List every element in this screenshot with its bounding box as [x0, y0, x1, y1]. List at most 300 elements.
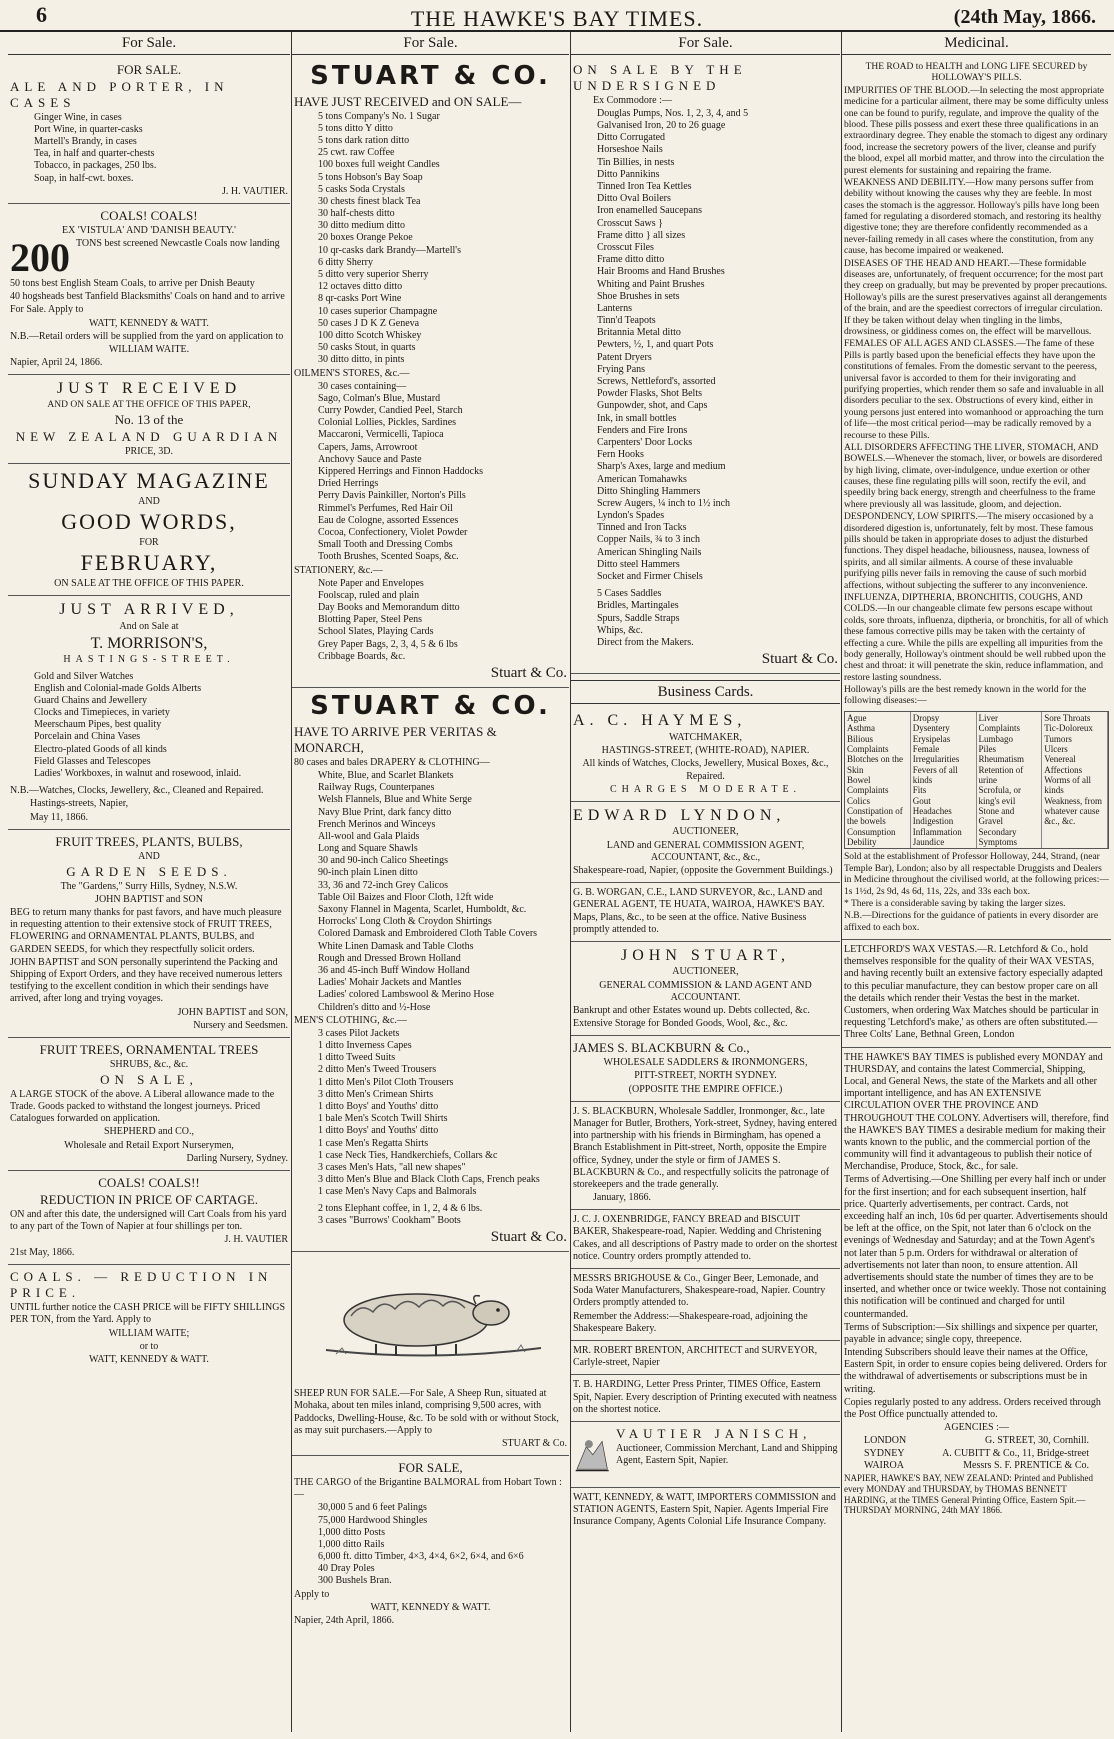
disease-name: Constipation of the bowels — [847, 805, 903, 827]
list-item: Ink, in small bottles — [597, 412, 677, 424]
ad-balmoral — [292, 1456, 569, 1632]
list-item: Lyndon's Spades — [597, 510, 665, 522]
ad-body: Terms of Subscription:—Six shillings and sixpence per quarter, payable in advance; single copy, threepence. — [844, 1321, 1098, 1345]
list-item: Day Books and Memorandum ditto — [318, 602, 460, 614]
ad-body: FEMALES OF ALL AGES AND CLASSES.—The fame of these Pills is partly based upon the beneficial effects they have upon the constitutions of females. From the domestic servant to the peeress, universal favor is accorded to them for their invigorating and purifying properties, which render them so safe and invaluable in all disorders peculiar to the sex. Obstructions of every kind, either in young persons just entered into womanhood or approaching the turn of life—the most critical period—may be radically removed by a recourse to these Pills. — [844, 339, 1104, 441]
list-item: Ditto Pannikins — [597, 168, 660, 180]
list-item: Ditto Shingling Hammers — [597, 485, 701, 497]
list-item: Bridles, Martingales — [597, 600, 679, 612]
list-item: 5 tons dark ration ditto — [318, 134, 410, 146]
list-item: 1 case Neck Ties, Handkerchiefs, Collars &c — [318, 1149, 498, 1161]
ad-body: MESSRS BRIGHOUSE & Co., Ginger Beer, Lemonade, and Soda Water Manufacturers, Shakespeare-road, Napier. Country Orders promptly attended to. — [573, 1273, 826, 1309]
list-item: Carpenters' Door Locks — [597, 436, 693, 448]
list-item: 6 ditty Sherry — [318, 256, 373, 268]
list-item: Curry Powder, Candied Peel, Starch — [318, 405, 463, 417]
ad-heading: JOHN STUART, — [621, 946, 790, 964]
ad-heading: JUST ARRIVED, — [59, 601, 239, 619]
card-worgan — [571, 883, 840, 942]
ad-line: AND — [138, 850, 160, 862]
ad-body: DISEASES OF THE HEAD AND HEART.—These formidable diseases are, unfortunately, of frequent occurrence; for the most part they creep on gradually, but may be prevented by proper precautions. Holloway's pills are the surest preservatives against all derangements of the brain, and are the speediest correctors of irregular circulation. If they be taken without delay when tingling in the limbs, drowsiness, or giddiness comes on, the effect will be marvellous. — [844, 258, 1108, 337]
ad-body: LETCHFORD'S WAX VESTAS.—R. Letchford & Co., hold themselves responsible for the quality of their WAX VESTAS, and having recently built an extensive factory especially adapted to this peculiar manufacture, they can bestow proper care on all the details which render their Vestas the best in the market. Customers, when ordering Wax Matches should be particular in requesting 'Letchford's make,' as others are often substituted.—Three Colts' Lane, Bethnal Green, London — [844, 944, 1103, 1041]
ad-heading: FOR SALE. — [116, 62, 182, 77]
list-item: Crosscut Files — [597, 241, 654, 253]
list-item: 3 ditto Men's Crimean Shirts — [318, 1088, 434, 1100]
ad-line: Extensive Storage for Bonded Goods, Wool, &c., &c. — [573, 1018, 788, 1030]
list-item: Grey Paper Bags, 2, 3, 4, 5 & 6 lbs — [318, 638, 458, 650]
disease-table — [844, 711, 1109, 849]
list-item: 1 ditto Tweed Suits — [318, 1052, 396, 1064]
disease-name: Liver Complaints — [978, 712, 1021, 734]
list-item: 30 ditto ditto, in pints — [318, 354, 405, 366]
list-item: Welsh Flannels, Blue and White Serge — [318, 794, 472, 806]
ad-holloway-pills — [842, 58, 1111, 940]
list-item: Colored Damask and Embroidered Cloth Table Covers — [318, 928, 538, 940]
section-heading: For Sale. — [571, 32, 840, 55]
list-item: Blotting Paper, Steel Pens — [318, 614, 423, 626]
agency-cell: G. STREET, 30, Cornhill. — [985, 1435, 1089, 1447]
list-item: 1,000 ditto Rails — [318, 1538, 385, 1550]
ad-note: N.B.—Directions for the guidance of patients in every disorder are affixed to each box. — [844, 911, 1099, 933]
ad-lead: ALE AND PORTER, IN CASES — [10, 78, 229, 110]
agency-cell: WAIROA — [864, 1459, 904, 1471]
list-item: Patent Dryers — [597, 351, 652, 363]
list-item: Rimmel's Perfumes, Red Hair Oil — [318, 502, 453, 514]
list-item: Cocoa, Confectionery, Violet Powder — [318, 526, 468, 538]
ad-body: J. C. J. OXENBRIDGE, FANCY BREAD and BISCUIT BAKER, Shakespeare-road, Napier. Wedding and Christening Cakes, and all descriptions of Pastry made to order on the shortest notice. Country orders promptly attended to. — [573, 1214, 838, 1262]
ad-body: ON and after this date, the undersigned will Cart Coals from his yard to any part of the Town of Napier at four shillings per ton. — [10, 1208, 287, 1232]
list-item: 3 ditto Men's Blue and Black Cloth Caps, French peaks — [318, 1174, 540, 1186]
list-item: 1 ditto Men's Pilot Cloth Trousers — [318, 1076, 454, 1088]
ad-line: JOHN BAPTIST and SON — [95, 893, 203, 905]
disease-name: Tumors — [1044, 733, 1072, 744]
ad-signature: Stuart & Co. — [490, 1228, 567, 1245]
list-item: Ginger Wine, in cases — [34, 111, 122, 123]
list-item: American Tomahawks — [597, 473, 687, 485]
list-item: Tooth Brushes, Scented Soaps, &c. — [318, 551, 459, 563]
list-item: American Shingling Nails — [597, 546, 702, 558]
list-item: Horrocks' Long Cloth & Croydon Shirtings — [318, 916, 492, 928]
list-item: Sago, Colman's Blue, Mustard — [318, 392, 441, 404]
ad-body: Terms of Advertising.—One Shilling per every half inch or under for the first insertion; and for each subsequent insertion, half price. Quarterly advertisements, per contract. Cards, not exceeding half an inch, 10s 6d per quarter. Advertisements should be left at the office, on the Spit, not later than 6 o'clock on the evenings of Wednesday and Saturday; and at the Town Agent's not later than 5 p.m. Orders for withdrawal or alteration of advertisements not later than noon, to ensure attention. All advertisements should state the number of times they are to be inserted, and whether once or twice weekly. Those not containing this notification will be continued and charged for until countermanded. — [844, 1174, 1108, 1320]
ad-body: WEAKNESS AND DEBILITY.—How many persons suffer from debility without knowing the causes why they are feeble. In most cases the stomach is the aggressor. Holloway's pills have long been famed for regulating a disordered stomach, and restoring its healthy digestive tone; they are therefore confidently recommended as a never-failing remedy in all cases where the constitution, from any cause, has become impaired or weakened. — [844, 177, 1102, 257]
ad-coals — [8, 204, 290, 375]
ad-subheading: OILMEN'S STORES, &c.— — [294, 367, 410, 379]
ad-heading: COALS! COALS! — [100, 207, 198, 223]
ad-line: CHARGES MODERATE. — [609, 783, 802, 795]
stuart-logo: STUART & CO. — [310, 61, 551, 91]
ad-line: ON SALE AT THE OFFICE OF THIS PAPER. — [54, 577, 244, 589]
ad-line: For Sale. Apply to — [10, 304, 84, 316]
disease-name: Scrofula, or king's evil — [978, 785, 1021, 806]
ad-line: 40 hogsheads best Tanfield Blacksmiths' Coals on hand and to arrive — [10, 291, 285, 303]
list-item: 3 cases Men's Hats, "all new shapes" — [318, 1161, 466, 1173]
disease-name: Lumbago — [978, 733, 1013, 744]
disease-column — [977, 712, 1043, 848]
list-item: 300 Bushels Bran. — [318, 1575, 392, 1587]
card-blackburn-firm — [571, 1036, 840, 1101]
ad-body: Auctioneer, Commission Merchant, Land and Shipping Agent, Eastern Spit, Napier. — [616, 1442, 838, 1466]
ad-times-notice — [842, 1048, 1111, 1522]
ad-subheading: Ex Commodore :— — [593, 94, 672, 106]
ad-subheading: 80 cases and bales DRAPERY & CLOTHING— — [294, 756, 490, 768]
list-item: 5 tons Hobson's Bay Soap — [318, 171, 423, 183]
disease-name: Jaundice — [912, 837, 945, 847]
list-item: Fenders and Fire Irons — [597, 424, 688, 436]
list-item: Tobacco, in packages, 250 lbs. — [34, 160, 157, 172]
list-item: 50 casks Stout, in quarts — [318, 342, 416, 354]
list-item: Field Glasses and Telescopes — [34, 755, 151, 767]
ad-ale-porter — [8, 58, 290, 204]
ad-body: JOHN BAPTIST and SON personally superintend the Packing and Shipping of Export Orders, and they have received numerous letters testifying to the excellent condition in which their sendings have arrived, after long and trying voyages. — [10, 956, 283, 1005]
ad-fruit-trees-shepherd — [8, 1038, 290, 1171]
page-number: 6 — [36, 2, 47, 27]
card-haymes — [571, 707, 840, 801]
ad-heading: SUNDAY MAGAZINE — [28, 468, 270, 494]
agency-list — [844, 1435, 1109, 1472]
ad-body: G. B. WORGAN, C.E., LAND SURVEYOR, &c., LAND and GENERAL AGENT, TE HUATA, WAIROA, HAWKE'S BAY. Maps, Plans, &c., to be seen at the office. Native Business promptly attended to. — [573, 887, 825, 935]
card-stuart — [571, 942, 840, 1036]
disease-name: Indigestion — [912, 816, 954, 827]
ad-heading: GOOD WORDS, — [61, 509, 237, 535]
ad-body: IMPURITIES OF THE BLOOD.—In selecting the most appropriate medicine for a particular ailment, there may be some difficulty unless one can be found to purify, regulate, and improve the quality of the blood. These pills possess and exert these three qualifications in an extraordinary degree. They enable the stomach to digest any ordinary food, increase the secretory powers of the liver, cleanse and purify the blood, expel all morbid matter, and throw into the circulation the purest elements for sustaining and repairing the frame. — [844, 85, 1109, 176]
list-item: 3 cases "Burrows' Cookham" Boots — [318, 1214, 461, 1226]
ad-line: AUCTIONEER, — [672, 966, 739, 978]
ad-line: And on Sale at — [119, 620, 179, 632]
ad-body: INFLUENZA, DIPTHERIA, BRONCHITIS, COUGHS, AND COLDS.—In our changeable climate few persons escape without colds, sore throats, influenza, diptheria, or bronchitis, for all of which these famous corrective pills may be taken with the certainty of effecting a cure. While the pills are expelling all impurities from the body generally, Holloway's ointment should be well rubbed upon the chest and throat: it will penetrate the skin, reduce inflammation, and restore lasting soundness. — [844, 592, 1109, 683]
list-item: Ditto Corrugated — [597, 132, 666, 144]
ad-note: N.B.—Retail orders will be supplied from the yard on application to — [10, 330, 284, 342]
card-vautier-janisch — [571, 1422, 840, 1488]
list-item: Navy Blue Print, dark fancy ditto — [318, 806, 452, 818]
disease-name: Retention of urine — [978, 764, 1024, 785]
ad-line: PITT-STREET, NORTH SYDNEY. — [634, 1070, 777, 1082]
ad-line: Bankrupt and other Estates wound up. Debts collected, &c. — [573, 1005, 810, 1016]
list-item: 5 casks Soda Crystals — [318, 183, 405, 195]
item-list — [294, 770, 567, 1014]
ad-body: THE HAWKE'S BAY TIMES is published every MONDAY and THURSDAY, and contains the latest Commercial, Shipping, Local, and General News, the state of the Markets and all other important intelligence, and has AN EXTENSIVE CIRCULATION OVER THE PROVINCE AND THROUGHOUT THE COLONY. Advertisers will, therefore, find the HAWKE'S BAY TIMES a desirable medium for making their wants known to the public, and the commercial portion of the community will find it advantageous to publish their notice of Merchandise, Produce, Stock, &c., for sale. — [844, 1051, 1109, 1173]
ad-body: MR. ROBERT BRENTON, ARCHITECT and SURVEYOR, Carlyle-street, Napier — [573, 1344, 818, 1369]
list-item: Shoe Brushes in sets — [597, 290, 680, 302]
issue-date: (24th May, 1866. — [953, 6, 1096, 28]
disease-column — [911, 712, 977, 848]
list-item: 12 octaves ditto ditto — [318, 281, 403, 293]
list-item: Screws, Nettleford's, assorted — [597, 376, 716, 388]
ad-subheading: AGENCIES :— — [944, 1422, 1009, 1434]
ad-coals-reduction — [8, 1265, 290, 1371]
price: PRICE, 3D. — [124, 445, 174, 457]
ad-signature: Stuart & Co. — [761, 651, 838, 668]
ad-line: AND ON SALE AT THE OFFICE OF THIS PAPER, — [47, 399, 251, 410]
disease-name: Erysipelas — [912, 733, 951, 744]
ad-lead: ON SALE BY THE UNDERSIGNED — [573, 62, 747, 93]
ad-body: Copies regularly posted to any address. Orders received through the Post Office punctually attended to. — [844, 1396, 1101, 1421]
ad-line: WATCHMAKER, — [668, 731, 743, 743]
disease-name: Secondary Symptoms — [978, 826, 1018, 847]
list-item: 5 tons ditto Y ditto — [318, 122, 393, 134]
disease-name: Stone and Gravel — [978, 805, 1015, 827]
ad-heading: COALS! COALS!! — [98, 1174, 200, 1190]
ad-line: HASTINGS-STREET. — [63, 654, 235, 666]
card-harding — [571, 1375, 840, 1422]
section-heading: Medicinal. — [842, 32, 1111, 55]
list-item: Tinn'd Teapots — [597, 315, 656, 327]
list-item: Porcelain and China Vases — [34, 731, 141, 743]
list-item: Capers, Jams, Arrowroot — [318, 441, 418, 453]
list-item: Copper Nails, ¾ to 3 inch — [597, 534, 701, 546]
list-item: 1 case Men's Navy Caps and Balmorals — [318, 1186, 477, 1198]
list-item: Railway Rugs, Counterpanes — [318, 782, 435, 794]
ad-date: May 11, 1866. — [30, 811, 88, 823]
list-item: 100 boxes full weight Candles — [318, 159, 440, 171]
disease-name: Piles — [978, 743, 997, 754]
ad-heading: THE ROAD to HEALTH and LONG LIFE SECURED by HOLLOWAY'S PILLS. — [865, 62, 1088, 84]
list-item: Martell's Brandy, in cases — [34, 135, 137, 147]
list-item: 5 tons Company's No. 1 Sugar — [318, 110, 440, 122]
item-list — [294, 1502, 567, 1587]
list-item: Ditto Oval Boilers — [597, 193, 671, 205]
list-item: Tin Billies, in nests — [597, 156, 675, 168]
card-oxenbridge — [571, 1210, 840, 1269]
ad-signature: JOHN BAPTIST and SON, — [177, 1006, 288, 1018]
list-item: Crosscut Saws } — [597, 217, 663, 229]
list-item: 5 ditto very superior Sherry — [318, 269, 429, 281]
item-list — [294, 1203, 567, 1227]
ad-signature: Darling Nursery, Sydney. — [186, 1152, 288, 1164]
list-item: Horseshoe Nails — [597, 144, 663, 156]
ad-body: Holloway's pills are the best remedy known in the world for the following diseases:— — [844, 685, 1087, 707]
ad-lead: THE CARGO of the Brigantine BALMORAL from Hobart Town :— — [294, 1476, 562, 1501]
ad-signature: J. H. VAUTIER — [224, 1234, 288, 1246]
ad-heading: COALS. — REDUCTION IN PRICE. — [10, 1269, 273, 1301]
ad-signature: Stuart & Co. — [490, 665, 567, 682]
agency-row — [844, 1448, 1109, 1460]
list-item: Iron enamelled Saucepans — [597, 205, 702, 217]
ad-heading: FRUIT TREES, ORNAMENTAL TREES — [39, 1041, 259, 1057]
disease-column — [1042, 712, 1108, 848]
section-heading: For Sale. — [292, 32, 569, 55]
ad-signature: WILLIAM WAITE. — [108, 343, 190, 355]
list-item: Rough and Dressed Brown Holland — [318, 952, 461, 964]
list-item: Soap, in half-cwt. boxes. — [34, 172, 134, 184]
column-2 — [291, 32, 569, 1732]
ad-date: Napier, 24th April, 1866. — [294, 1615, 395, 1627]
ad-signature: J. H. VAUTIER. — [221, 185, 288, 197]
ad-sheep-run — [292, 1384, 569, 1456]
list-item: 1 bale Men's Scotch Twill Shirts — [318, 1113, 448, 1125]
list-item: Long and Square Shawls — [318, 843, 418, 855]
ad-line: HASTINGS-STREET, (WHITE-ROAD), NAPIER. — [601, 745, 810, 757]
item-list — [573, 108, 838, 583]
ad-note: * There is a considerable saving by taking the larger sizes. — [844, 898, 1066, 909]
item-list — [294, 578, 567, 663]
ad-sunday-magazine — [8, 464, 290, 596]
list-item: 20 boxes Orange Pekoe — [318, 232, 413, 244]
disease-name: Tic-Doloreux — [1044, 723, 1093, 734]
disease-column — [845, 712, 911, 848]
list-item: 10 qr-casks dark Brandy—Martell's — [318, 244, 461, 256]
list-item: 10 cases superior Champagne — [318, 305, 438, 317]
ad-signature: Wholesale and Retail Export Nurserymen, — [64, 1139, 234, 1151]
list-item: 6,000 ft. ditto Timber, 4×3, 4×4, 6×2, 6×4, and 6×6 — [318, 1551, 524, 1563]
ad-date: Napier, April 24, 1866. — [10, 357, 103, 369]
ad-heading: FEBRUARY, — [80, 550, 218, 576]
ad-signature: SHEPHERD and CO., — [103, 1126, 194, 1138]
list-item: Tinned Iron Tea Kettles — [597, 181, 692, 193]
ad-cartage — [8, 1171, 290, 1265]
ad-heading: ON SALE, — [100, 1071, 198, 1087]
agency-row — [844, 1435, 1109, 1447]
list-item: Foolscap, ruled and plain — [318, 589, 420, 601]
ad-line: WHOLESALE SADDLERS & IRONMONGERS, — [603, 1057, 808, 1069]
ad-line: LAND and GENERAL COMMISSION AGENT, ACCOUNTANT, &c., &c., — [606, 839, 805, 863]
item-list — [294, 381, 567, 564]
list-item: Ladies' colored Lambswool & Merino Hose — [318, 989, 494, 1001]
ad-subheading: EX 'VISTULA' AND 'DANISH BEAUTY.' — [62, 224, 236, 236]
ad-heading: A. C. HAYMES, — [573, 712, 747, 730]
list-item: English and Colonial-made Golds Alberts — [34, 682, 202, 694]
card-lyndon — [571, 802, 840, 883]
list-item: Powder Flasks, Shot Belts — [597, 388, 703, 400]
agency-cell: SYDNEY — [864, 1447, 905, 1459]
card-brenton — [571, 1341, 840, 1375]
disease-name: Worms of all kinds — [1044, 774, 1092, 796]
list-item: 30 ditto medium ditto — [318, 220, 405, 232]
ad-fruit-trees-baptist — [8, 830, 290, 1038]
list-item: Ladies' Mohair Jackets and Mantles — [318, 977, 462, 989]
ad-heading: FRUIT TREES, PLANTS, BULBS, — [55, 833, 243, 849]
ad-body: WATT, KENNEDY, & WATT, IMPORTERS COMMISSION and STATION AGENTS, Eastern Spit, Napier. Agents Imperial Fire Insurance Company, Agents Colonial Life Insurance Company. — [573, 1491, 836, 1528]
list-item: Britannia Metal ditto — [597, 327, 681, 339]
disease-name: Blotches on the Skin — [847, 754, 903, 775]
list-item: Ladies' Workboxes, in walnut and rosewood, inlaid. — [34, 768, 242, 780]
disease-name: Inflammation — [912, 826, 962, 837]
ad-body: DESPONDENCY, LOW SPIRITS.—The misery occasioned by a disordered digestion is, unfortunately, felt by most. These famous pills should be taken in appropriate doses to adjust the disturbed functions. They dispel headache, biliousness, nausea, lowness of spirits, and all similar ailments. A course of these invaluable purifying pills never fails in removing the cause of such morbid affections, without subjecting the sufferer to any inconvenience. — [844, 512, 1094, 591]
list-item: 8 qr-casks Port Wine — [318, 293, 402, 305]
ad-line: Apply to — [294, 1588, 330, 1600]
list-item: 1,000 ditto Posts — [318, 1526, 385, 1538]
ad-guardian — [8, 375, 290, 464]
ad-line: (OPPOSITE THE EMPIRE OFFICE.) — [628, 1083, 783, 1095]
agency-cell: A. CUBITT & Co., 11, Bridge-street — [942, 1447, 1089, 1459]
ad-line: All kinds of Watches, Clocks, Jewellery, Musical Boxes, &c., Repaired. — [582, 758, 829, 782]
list-item: Screw Augers, ¼ inch to 1½ inch — [597, 497, 731, 509]
list-item: 100 ditto Scotch Whiskey — [318, 329, 422, 341]
disease-name: Debility — [847, 837, 877, 847]
item-list — [10, 671, 288, 781]
ad-heading: T. MORRISON'S, — [90, 634, 208, 652]
list-item: Whips, &c. — [597, 624, 643, 636]
disease-name: Headaches — [912, 805, 952, 816]
ad-lead: HAVE JUST RECEIVED and ON SALE— — [294, 93, 522, 109]
list-item: Children's ditto and ½-Hose — [318, 1001, 431, 1013]
ad-lead: HAVE TO ARRIVE PER VERITAS & MONARCH, — [294, 724, 497, 755]
ad-line: FOR — [139, 536, 159, 548]
ad-heading: VAUTIER JANISCH, — [616, 1425, 812, 1441]
figure-illustration — [573, 1425, 610, 1483]
disease-name: Ague — [847, 712, 867, 723]
list-item: 1 ditto Inverness Capes — [318, 1040, 412, 1052]
list-item: Direct from the Makers. — [597, 636, 694, 648]
list-item: 90-inch plain Linen ditto — [318, 867, 418, 879]
list-item: Kippered Herrings and Finnon Haddocks — [318, 466, 483, 478]
disease-name: &c., &c. — [1044, 816, 1076, 827]
disease-name: Dropsy — [912, 712, 940, 723]
ad-line: The "Gardens," Surry Hills, Sydney, N.S.W. — [60, 880, 238, 892]
ad-date: January, 1866. — [593, 1192, 651, 1204]
list-item: Saxony Flannel in Magenta, Scarlet, Humboldt, &c. — [318, 904, 527, 915]
list-item: Socket and Firmer Chisels — [597, 571, 703, 583]
list-item: Eau de Cologne, assorted Essences — [318, 514, 459, 526]
column-3 — [570, 32, 840, 1732]
list-item: French Merinos and Winceys — [318, 818, 436, 830]
column-4 — [841, 32, 1111, 1732]
card-brighouse — [571, 1269, 840, 1341]
disease-name: Fevers of all kinds — [912, 764, 958, 785]
ad-line: Remember the Address:—Shakespeare-road, adjoining the Shakespeare Bakery. — [573, 1310, 808, 1334]
list-item: School Slates, Playing Cards — [318, 626, 434, 638]
list-item: Anchovy Sauce and Paste — [318, 453, 422, 465]
list-item: Spurs, Saddle Straps — [597, 612, 680, 624]
list-item: Cribbage Boards, &c. — [318, 650, 406, 662]
disease-name: Ulcers — [1044, 743, 1068, 754]
ad-line: GENERAL COMMISSION & LAND AGENT AND ACCOUNTANT. — [599, 979, 812, 1003]
ad-body: Sold at the establishment of Professor Holloway, 244, Strand, (near Temple Bar), London; also by all respectable Druggists and Dealers in Medicine throughout the civilised world, at the following prices:—1s 1½d, 2s 9d, 4s 6d, 11s, 22s, and 33s each box. — [844, 852, 1109, 897]
ad-body: A LARGE STOCK of the above. A Liberal allowance made to the Trade. Goods packed to withstand the longest journeys. Priced Catalogues forwarded on application. — [10, 1088, 275, 1125]
ad-heading: FOR SALE, — [398, 1460, 463, 1476]
list-item: 33, 36 and 72-inch Grey Calicos — [318, 879, 448, 891]
list-item: Galvanised Iron, 20 to 26 guage — [597, 120, 726, 132]
list-item: 1 ditto Boys' and Youths' ditto — [318, 1125, 439, 1137]
list-item: Hair Brooms and Hand Brushes — [597, 266, 725, 278]
section-heading: For Sale. — [8, 32, 290, 55]
big-number: 200 — [10, 234, 70, 280]
disease-name: Venereal Affections — [1044, 754, 1083, 775]
list-item: Gold and Silver Watches — [34, 670, 134, 682]
list-item: Lanterns — [597, 302, 632, 314]
disease-name: Asthma — [847, 723, 875, 734]
ad-signature: Nursery and Seedsmen. — [193, 1019, 288, 1031]
disease-name: Dysentery — [912, 723, 950, 734]
sheep-illustration — [306, 1258, 555, 1378]
list-item: 75,000 Hardwood Shingles — [318, 1514, 428, 1526]
ad-heading: JAMES S. BLACKBURN & Co., — [573, 1040, 750, 1056]
ad-lead: TONS best screened Newcastle Coals now landing — [76, 237, 280, 249]
list-item: 1 case Men's Regatta Shirts — [318, 1137, 429, 1149]
item-list — [573, 588, 838, 649]
list-item: Dried Herrings — [318, 478, 379, 490]
stuart-logo: STUART & CO. — [310, 691, 551, 722]
list-item: 2 ditto Men's Tweed Trousers — [318, 1064, 437, 1076]
ad-body: SHEEP RUN FOR SALE.—For Sale, A Sheep Run, situated at Mohaka, about ten miles inland, comprising 9,500 acres, with Paddocks, Dwelling-House, &c. To be sold with or without Stock, as may suit purchasers.—Apply to — [294, 1388, 559, 1436]
list-item: 1 ditto Boys' and Youths' ditto — [318, 1101, 439, 1112]
ad-body: Intending Subscribers should leave their names at the Office, Eastern Spit, in order to ensure copies being delivered. Orders for the withdrawal of advertisements or subscriptions must be in writing. — [844, 1347, 1107, 1395]
list-item: 30 and 90-inch Calico Sheetings — [318, 855, 448, 867]
list-item: 5 Cases Saddles — [597, 588, 662, 600]
disease-name: Gout — [912, 795, 931, 806]
agency-cell: LONDON — [864, 1435, 907, 1447]
ad-subheading: MEN'S CLOTHING, &c.— — [294, 1014, 407, 1026]
list-item: 40 Dray Poles — [318, 1563, 375, 1575]
list-item: Perry Davis Painkiller, Norton's Pills — [318, 490, 466, 502]
disease-name: Sore Throats — [1044, 712, 1091, 723]
list-item: Douglas Pumps, Nos. 1, 2, 3, 4, and 5 — [597, 107, 749, 119]
ad-signature: WATT, KENNEDY & WATT. — [370, 1601, 491, 1613]
ad-letchford — [842, 940, 1111, 1048]
list-item: Frying Pans — [597, 363, 646, 375]
list-item: Clocks and Timepieces, in variety — [34, 707, 170, 719]
ad-heading: GARDEN SEEDS. — [66, 863, 232, 879]
ad-note: N.B.—Watches, Clocks, Jewellery, &c., Cleaned and Repaired. — [10, 785, 264, 797]
